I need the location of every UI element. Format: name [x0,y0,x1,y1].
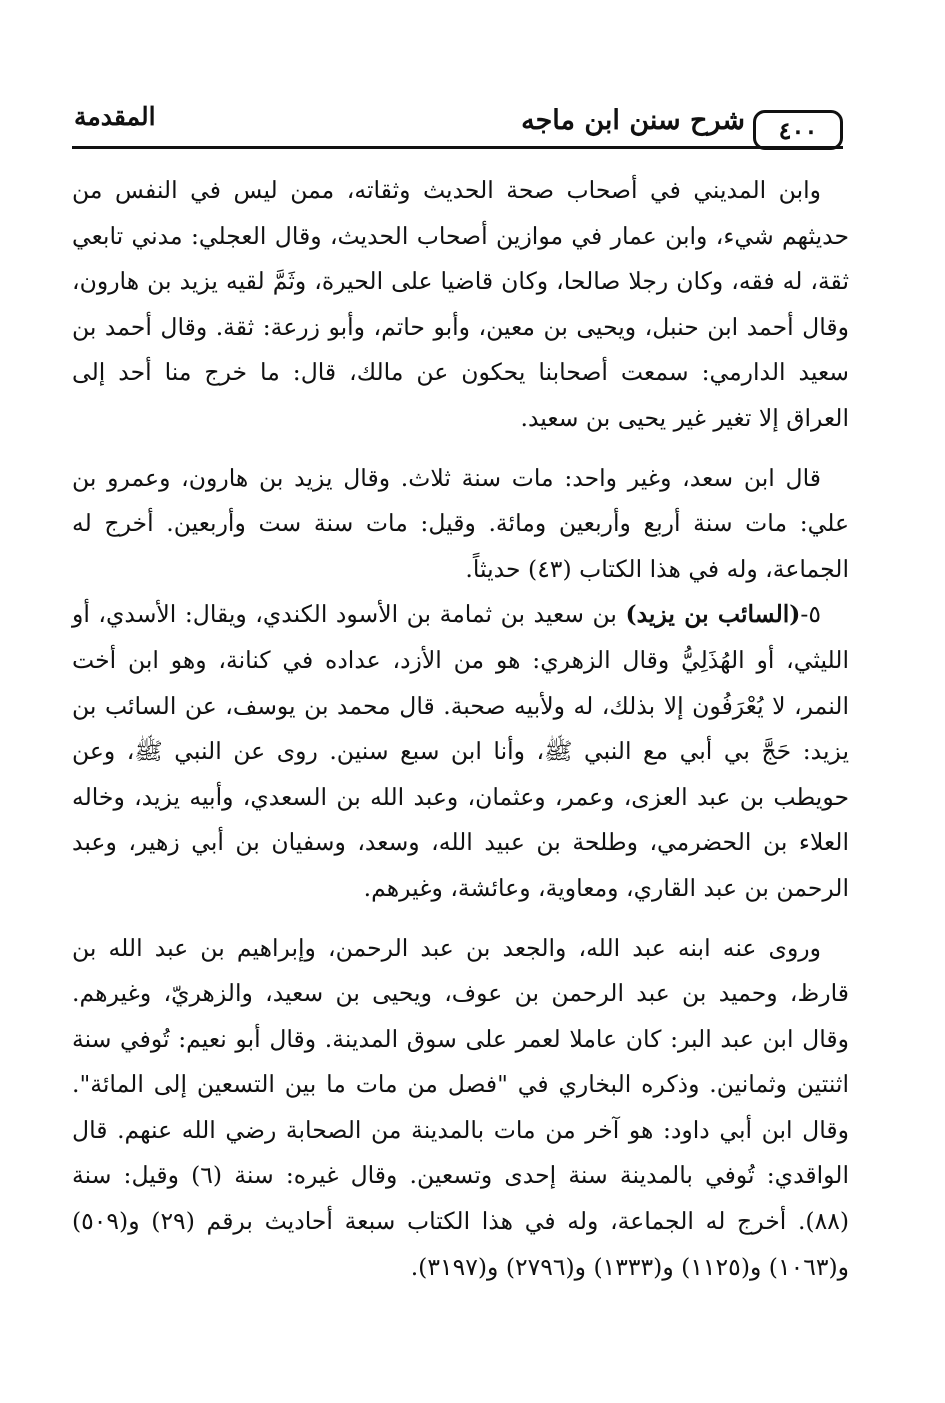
paragraph: وابن المديني في أصحاب صحة الحديث وثقاته، ممن ليس في النفس من حديثهم شيء، وابن عمار في موازين أصحاب الحديث، وقال العجلي: مدني تابعي ثقة، له فقه، وكان رجلا صالحا، وكان قاضيا على الحيرة، وثَمَّ لقيه يزيد بن هارون، وقال أحمد ابن حنبل، ويحيى بن معين، وأبو حاتم، وأبو زرعة: ثقة. وقال أحمد بن سعيد الدارمي: سمعت أصحابنا يحكون عن مالك، قال: ما خرج منا أحد إلى العراق إلا تغير غير يحيى بن سعيد. [72,176,849,432]
entry-name: (السائب بن يزيد) [625,600,801,629]
book-title: شرح سنن ابن ماجه [521,105,745,136]
entry-text: بن سعيد بن ثمامة بن الأسود الكندي، ويقال: الأسدي، أو الليثي، أو الهُذَلِيُّ وقال الزهري: هو من الأزد، عداده في كنانة، وهو ابن أخت النمر، لا يُعْرَفُون إلا بذلك، له ولأبيه صحبة. قال محمد بن يوسف، عن السائب بن يزيد: حَجَّ بي أبي مع النبي ﷺ، وأنا ابن سبع سنين. روى عن النبي ﷺ، وعن حويطب بن عبد العزى، وعمر، وعثمان، وعبد الله بن السعدي، وأبيه يزيد، وخاله العلاء بن الحضرمي، وطلحة بن عبيد الله، وسعد، وسفيان بن أبي زهير، وعبد الرحمن بن عبد القاري، ومعاوية، وعائشة، وغيرهم. [72,600,849,902]
page-header [72,92,843,150]
page-number: ٤٠٠ [753,110,843,150]
header-right-group [521,92,843,150]
biography-entry [72,592,849,911]
paragraph: وروى عنه ابنه عبد الله، والجعد بن عبد الرحمن، وإبراهيم بن عبد الله بن قارظ، وحميد بن عبد الرحمن بن عوف، ويحيى بن سعيد، والزهريّ، وغيرهم. وقال ابن عبد البر: كان عاملا لعمر على سوق المدينة. وقال أبو نعيم: تُوفي سنة اثنتين وثمانين. وذكره البخاري في "فصل من مات ما بين التسعين إلى المائة". وقال ابن أبي داود: هو آخر من مات بالمدينة من الصحابة رضي الله عنهم. قال الواقدي: تُوفي بالمدينة سنة إحدى وتسعين. وقال غيره: سنة (٦) وقيل: سنة (٨٨). أخرج له الجماعة، وله في هذا الكتاب سبعة أحاديث برقم (٢٩) و(٥٠٩) و(١٠٦٣) و(١١٢٥) و(١٣٣٣) و(٢٧٩٦) و(٣١٩٧). [72,933,850,1281]
section-title: المقدمة [74,102,156,131]
paragraph: قال ابن سعد، وغير واحد: مات سنة ثلاث. وقال يزيد بن هارون، وعمرو بن علي: مات سنة أربع وأربعين ومائة. وقيل: مات سنة ست وأربعين. أخرج له الجماعة، وله في هذا الكتاب (٤٣) حديثاً. [72,463,849,583]
entry-number: ٥- [800,600,821,629]
header-divider [72,146,843,149]
main-text [72,168,849,1290]
